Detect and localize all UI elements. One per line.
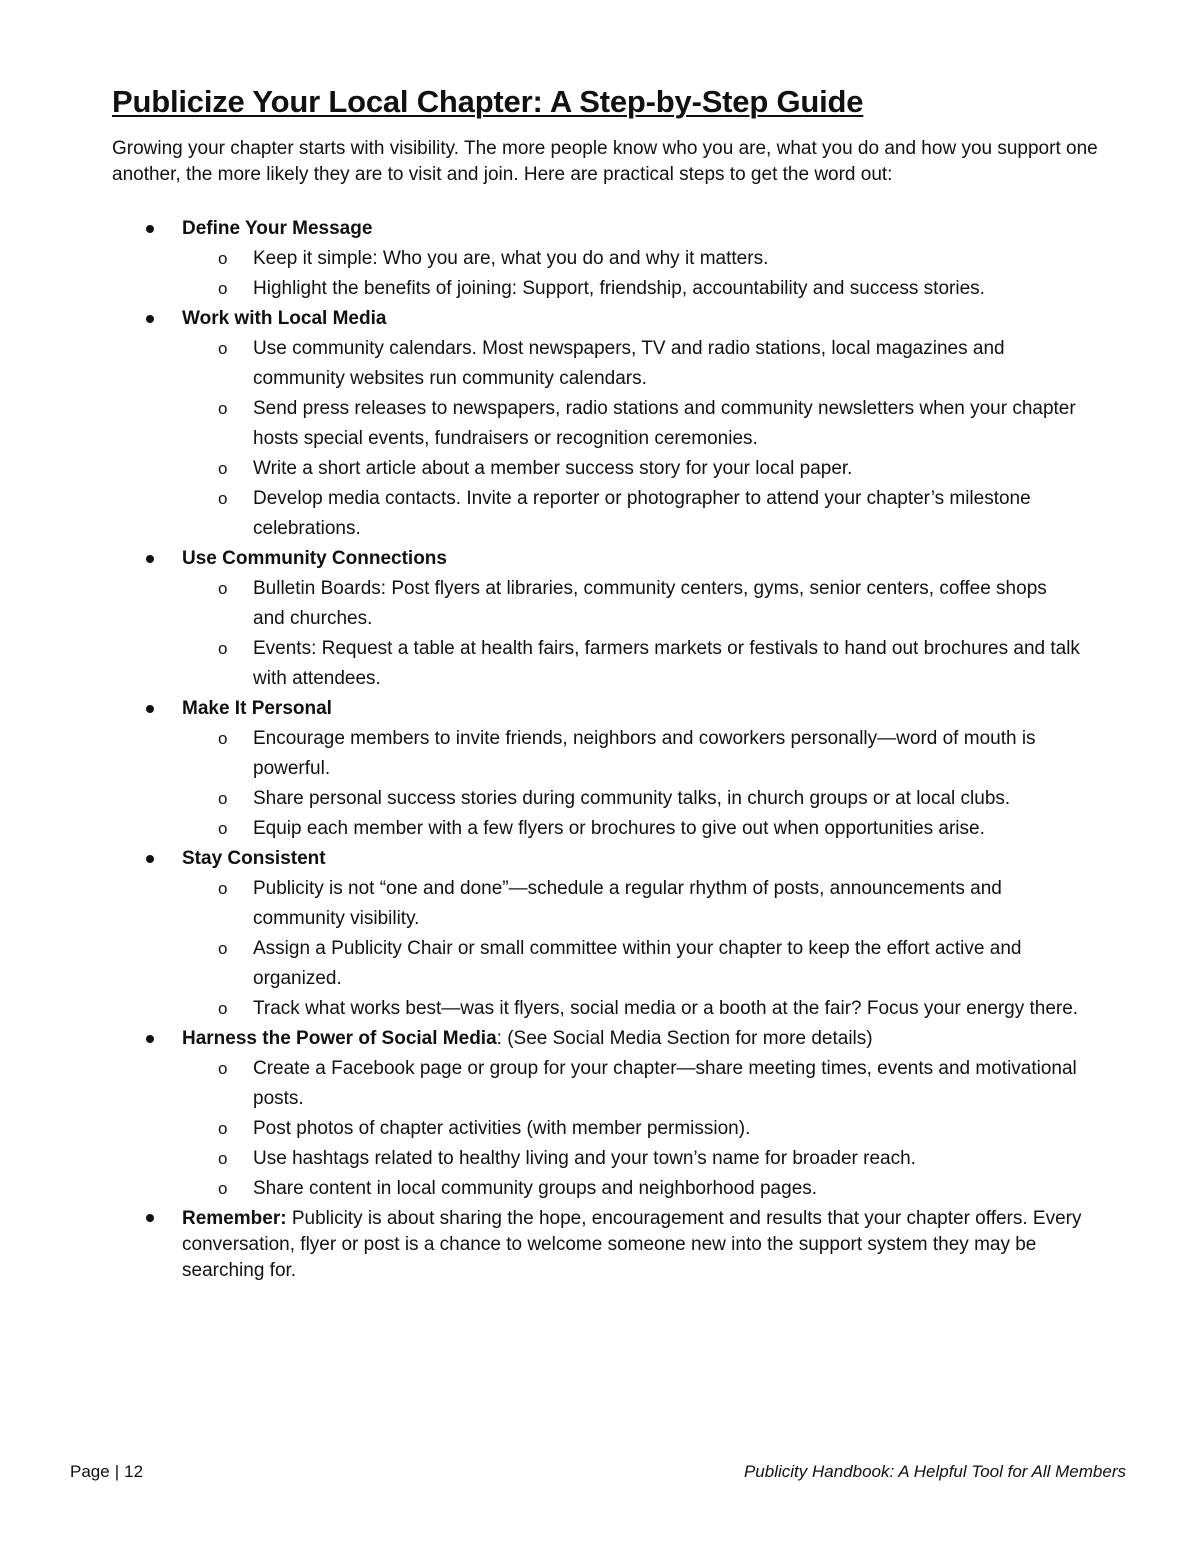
list-item-social-media — [0, 1024, 1122, 1204]
list-item-define-message — [0, 214, 1122, 304]
circle-bullet-icon: o — [218, 1059, 228, 1078]
circle-bullet-icon: o — [218, 279, 228, 298]
sub-item-text: Use hashtags related to healthy living and your town’s name for broader reach. — [253, 1148, 916, 1169]
section-heading-suffix: : (See Social Media Section for more details) — [496, 1028, 873, 1049]
section-heading: Work with Local Media — [182, 308, 387, 329]
sub-item-text: Encourage members to invite friends, neighbors and coworkers personally—word of mouth is powerful. — [253, 728, 1036, 779]
sub-item-text: Track what works best—was it flyers, social media or a booth at the fair? Focus your energy there. — [253, 998, 1079, 1019]
list-item-stay-consistent — [0, 844, 1122, 1024]
circle-bullet-icon: o — [218, 1119, 228, 1138]
sub-list-item — [218, 994, 1083, 1024]
sub-item-text: Send press releases to newspapers, radio stations and community newsletters when your chapter hosts special events, fundraisers or recognition ceremonies. — [253, 398, 1076, 449]
section-heading: Make It Personal — [182, 698, 332, 719]
sub-item-text: Share personal success stories during community talks, in church groups or at local clubs. — [253, 788, 1011, 809]
sub-list-item — [218, 1114, 1083, 1144]
list-item-make-personal — [0, 694, 1122, 844]
sub-list-item — [218, 634, 1083, 694]
sub-item-text: Events: Request a table at health fairs, farmers markets or festivals to hand out brochures and talk with attendees. — [253, 638, 1080, 689]
sub-list-item — [218, 784, 1083, 814]
bullet-icon — [146, 225, 154, 233]
sub-list — [182, 334, 1122, 544]
sub-list-item — [218, 244, 1083, 274]
bullet-icon — [146, 555, 154, 563]
circle-bullet-icon: o — [218, 639, 228, 658]
circle-bullet-icon: o — [218, 579, 228, 598]
bullet-icon — [146, 315, 154, 323]
page-label: Page — [70, 1462, 110, 1481]
sub-list — [182, 874, 1122, 1024]
sub-list-item — [218, 874, 1083, 934]
sub-item-text: Publicity is not “one and done”—schedule a regular rhythm of posts, announcements and community visibility. — [253, 878, 1002, 929]
sub-item-text: Equip each member with a few flyers or brochures to give out when opportunities arise. — [253, 818, 985, 839]
circle-bullet-icon: o — [218, 999, 228, 1018]
circle-bullet-icon: o — [218, 879, 228, 898]
sub-list-item — [218, 574, 1083, 634]
sub-item-text: Keep it simple: Who you are, what you do and why it matters. — [253, 248, 769, 269]
list-item-community-connections — [0, 544, 1122, 694]
sub-item-text: Write a short article about a member success story for your local paper. — [253, 458, 853, 479]
bullet-icon — [146, 705, 154, 713]
sub-list-item — [218, 484, 1083, 544]
sub-list — [182, 244, 1122, 304]
circle-bullet-icon: o — [218, 729, 228, 748]
sub-list-item — [218, 1054, 1083, 1114]
sub-item-text: Share content in local community groups and neighborhood pages. — [253, 1178, 818, 1199]
sub-list-item — [218, 394, 1083, 454]
remember-text: Publicity is about sharing the hope, encouragement and results that your chapter offers. Every conversation, flyer or post is a chance to welcome someone new into the support system they may be searching for. — [182, 1208, 1082, 1281]
sub-item-text: Bulletin Boards: Post flyers at libraries, community centers, gyms, senior centers, coffee shops and churches. — [253, 578, 1047, 629]
circle-bullet-icon: o — [218, 819, 228, 838]
sub-list-item — [218, 814, 1083, 844]
circle-bullet-icon: o — [218, 1149, 228, 1168]
circle-bullet-icon: o — [218, 789, 228, 808]
circle-bullet-icon: o — [218, 489, 228, 508]
sub-item-text: Use community calendars. Most newspapers, TV and radio stations, local magazines and community websites run community calendars. — [253, 338, 1005, 389]
circle-bullet-icon: o — [218, 939, 228, 958]
page-number: 12 — [124, 1462, 144, 1481]
bullet-icon — [146, 1035, 154, 1043]
sub-item-text: Develop media contacts. Invite a reporter or photographer to attend your chapter’s milestone celebrations. — [253, 488, 1031, 539]
circle-bullet-icon: o — [218, 399, 228, 418]
sub-list — [182, 724, 1122, 844]
section-heading: Harness the Power of Social Media — [182, 1028, 497, 1049]
page-title: Publicize Your Local Chapter: A Step-by-Step Guide — [112, 84, 864, 119]
section-heading: Stay Consistent — [182, 848, 326, 869]
section-heading: Define Your Message — [182, 218, 373, 239]
footer-separator: | — [114, 1462, 120, 1481]
sub-list-item — [218, 274, 1083, 304]
sub-item-text: Create a Facebook page or group for your chapter—share meeting times, events and motivational posts. — [253, 1058, 1077, 1109]
list-item-remember — [0, 1204, 1122, 1284]
sub-list-item — [218, 1174, 1083, 1204]
section-heading: Use Community Connections — [182, 548, 447, 569]
remember-label: Remember: — [182, 1208, 287, 1229]
sub-list-item — [218, 934, 1083, 994]
sub-list-item — [218, 724, 1083, 784]
sub-list — [182, 1054, 1122, 1204]
circle-bullet-icon: o — [218, 459, 228, 478]
sub-item-text: Highlight the benefits of joining: Support, friendship, accountability and success stories. — [253, 278, 985, 299]
page-number-footer — [70, 1462, 143, 1482]
bullet-icon — [146, 1214, 154, 1222]
steps-list — [0, 214, 1200, 1284]
handbook-title-footer: Publicity Handbook: A Helpful Tool for All Members — [743, 1462, 1126, 1481]
intro-paragraph: Growing your chapter starts with visibility. The more people know who you are, what you do and how you support one another, the more likely they are to visit and join. Here are practical steps to get the word out: — [112, 138, 1098, 185]
sub-list-item — [218, 334, 1083, 394]
list-item-local-media — [0, 304, 1122, 544]
circle-bullet-icon: o — [218, 339, 228, 358]
bullet-icon — [146, 855, 154, 863]
circle-bullet-icon: o — [218, 1179, 228, 1198]
sub-item-text: Post photos of chapter activities (with member permission). — [253, 1118, 751, 1139]
circle-bullet-icon: o — [218, 249, 228, 268]
sub-list-item — [218, 1144, 1083, 1174]
sub-list — [182, 574, 1122, 694]
sub-item-text: Assign a Publicity Chair or small committee within your chapter to keep the effort active and organized. — [253, 938, 1022, 989]
sub-list-item — [218, 454, 1083, 484]
